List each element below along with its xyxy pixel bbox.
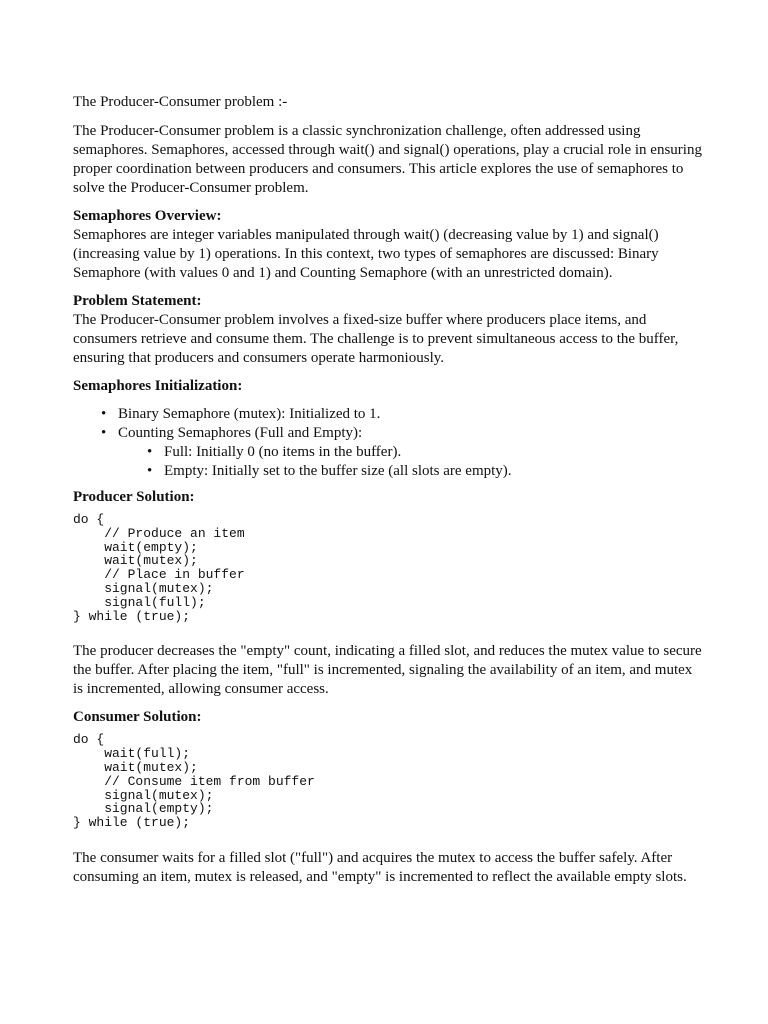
init-list: [73, 405, 703, 481]
problem-section: [73, 292, 703, 368]
init-heading: Semaphores Initialization:: [73, 378, 243, 394]
problem-body: The Producer-Consumer problem involves a fixed-size buffer where producers place items, and consumers retrieve and consume them. The challenge is to prevent simultaneous access to the buffer, ensuring that producers and consumers operate harmoniously.: [73, 312, 679, 366]
producer-section: [73, 488, 703, 699]
init-sublist: [118, 443, 703, 481]
consumer-heading: Consumer Solution:: [73, 709, 202, 726]
producer-heading: Producer Solution:: [73, 489, 195, 505]
document-page: [73, 93, 703, 896]
producer-explanation: The producer decreases the "empty" count, indicating a filled slot, and reduces the mutex value to secure the buffer. After placing the item, "full" is incremented, signaling the availability of an item, and mutex is incremented, allowing consumer access.: [73, 643, 702, 698]
list-item-label: Counting Semaphores (Full and Empty):: [118, 425, 363, 441]
sublist-item: • Full: Initially 0 (no items in the buffer).: [164, 443, 703, 462]
sublist-item: • Empty: Initially set to the buffer size (all slots are empty).: [164, 462, 703, 481]
overview-heading: Semaphores Overview:: [73, 208, 222, 224]
producer-code-block: do { // Produce an item wait(empty); wait(mutex); // Place in buffer signal(mutex); signal(full); } while (true);: [73, 512, 245, 624]
document-title: The Producer-Consumer problem :-: [73, 94, 288, 110]
init-section: [73, 377, 703, 481]
overview-section: [73, 207, 703, 283]
problem-heading: Problem Statement:: [73, 293, 202, 309]
list-item: [118, 424, 703, 481]
consumer-explanation: The consumer waits for a filled slot ("full") and acquires the mutex to access the buffer safely. After consuming an item, mutex is released, and "empty" is incremented to reflect the available empty slots.: [73, 849, 687, 885]
intro-paragraph: The Producer-Consumer problem is a classic synchronization challenge, often addressed using semaphores. Semaphores, accessed through wait() and signal() operations, play a crucial role in ensuring proper coordination between producers and consumers. This article explores the use of semaphores to solve the Producer-Consumer problem.: [73, 123, 702, 196]
consumer-code-block: do { wait(full); wait(mutex); // Consume item from buffer signal(mutex); signal(empty); } while (true);: [73, 732, 315, 831]
list-item: • Binary Semaphore (mutex): Initialized to 1.: [118, 405, 703, 424]
consumer-section: [73, 708, 703, 887]
overview-body: Semaphores are integer variables manipulated through wait() (decreasing value by 1) and signal() (increasing value by 1) operations. In this context, two types of semaphores are discussed: Binary Semaphore (with values 0 and 1) and Counting Semaphore (with an unrestricted domain).: [73, 227, 659, 281]
